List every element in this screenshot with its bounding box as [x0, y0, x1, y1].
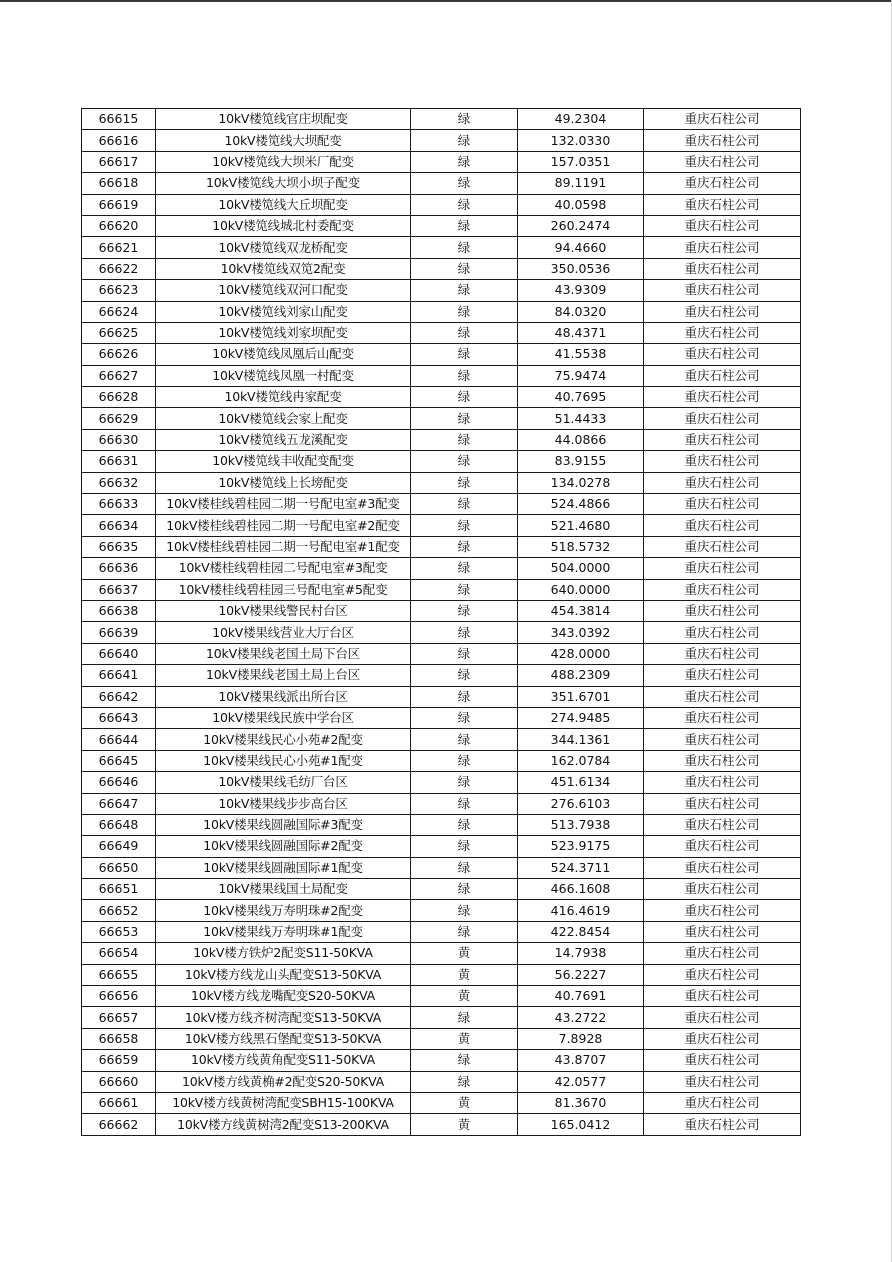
- cell-value: 422.8454: [518, 921, 644, 942]
- cell-transformer-name: 10kV楼果线万寿明珠#2配变: [156, 900, 411, 921]
- cell-id: 66618: [82, 173, 156, 194]
- table-row: [82, 322, 801, 343]
- cell-value: 344.1361: [518, 729, 644, 750]
- cell-transformer-name: 10kV楼笕线凤凰后山配变: [156, 344, 411, 365]
- cell-company: 重庆石柱公司: [644, 707, 801, 728]
- cell-transformer-name: 10kV楼桂线碧桂园三号配电室#5配变: [156, 579, 411, 600]
- cell-id: 66623: [82, 280, 156, 301]
- cell-company: 重庆石柱公司: [644, 643, 801, 664]
- cell-id: 66635: [82, 536, 156, 557]
- cell-company: 重庆石柱公司: [644, 793, 801, 814]
- cell-company: 重庆石柱公司: [644, 258, 801, 279]
- cell-value: 513.7938: [518, 814, 644, 835]
- cell-status: 绿: [411, 130, 518, 151]
- cell-status: 黄: [411, 986, 518, 1007]
- cell-company: 重庆石柱公司: [644, 194, 801, 215]
- cell-id: 66644: [82, 729, 156, 750]
- table-row: [82, 857, 801, 878]
- cell-company: 重庆石柱公司: [644, 215, 801, 236]
- cell-id: 66655: [82, 964, 156, 985]
- cell-value: 524.4866: [518, 494, 644, 515]
- table-row: [82, 1007, 801, 1028]
- cell-status: 绿: [411, 451, 518, 472]
- cell-status: 绿: [411, 579, 518, 600]
- cell-company: 重庆石柱公司: [644, 665, 801, 686]
- cell-id: 66638: [82, 600, 156, 621]
- cell-transformer-name: 10kV楼笕线大坝小坝子配变: [156, 173, 411, 194]
- cell-transformer-name: 10kV楼方线黄树湾配变SBH15-100KVA: [156, 1092, 411, 1113]
- cell-id: 66661: [82, 1092, 156, 1113]
- cell-status: 绿: [411, 194, 518, 215]
- cell-value: 81.3670: [518, 1092, 644, 1113]
- cell-company: 重庆石柱公司: [644, 301, 801, 322]
- cell-status: 绿: [411, 280, 518, 301]
- table-row: [82, 622, 801, 643]
- cell-transformer-name: 10kV楼果线圆融国际#1配变: [156, 857, 411, 878]
- cell-company: 重庆石柱公司: [644, 600, 801, 621]
- cell-transformer-name: 10kV楼果线营业大厅台区: [156, 622, 411, 643]
- cell-status: 绿: [411, 408, 518, 429]
- table-row: [82, 750, 801, 771]
- cell-id: 66616: [82, 130, 156, 151]
- cell-company: 重庆石柱公司: [644, 173, 801, 194]
- transformer-table: [81, 108, 801, 1136]
- cell-company: 重庆石柱公司: [644, 494, 801, 515]
- cell-transformer-name: 10kV楼桂线碧桂园二期一号配电室#3配变: [156, 494, 411, 515]
- cell-transformer-name: 10kV楼果线派出所台区: [156, 686, 411, 707]
- cell-status: 绿: [411, 1071, 518, 1092]
- cell-transformer-name: 10kV楼方线龙山头配变S13-50KVA: [156, 964, 411, 985]
- cell-company: 重庆石柱公司: [644, 536, 801, 557]
- cell-id: 66651: [82, 879, 156, 900]
- cell-transformer-name: 10kV楼桂线碧桂园二号配电室#3配变: [156, 558, 411, 579]
- cell-company: 重庆石柱公司: [644, 344, 801, 365]
- cell-company: 重庆石柱公司: [644, 387, 801, 408]
- cell-transformer-name: 10kV楼笕线五龙溪配变: [156, 429, 411, 450]
- table-row: [82, 451, 801, 472]
- cell-id: 66646: [82, 772, 156, 793]
- cell-company: 重庆石柱公司: [644, 151, 801, 172]
- cell-id: 66633: [82, 494, 156, 515]
- cell-value: 640.0000: [518, 579, 644, 600]
- cell-transformer-name: 10kV楼笕线会家上配变: [156, 408, 411, 429]
- cell-status: 绿: [411, 707, 518, 728]
- cell-status: 绿: [411, 109, 518, 130]
- table-row: [82, 1092, 801, 1113]
- cell-id: 66625: [82, 322, 156, 343]
- cell-id: 66658: [82, 1028, 156, 1049]
- cell-id: 66627: [82, 365, 156, 386]
- table-row: [82, 109, 801, 130]
- cell-id: 66654: [82, 943, 156, 964]
- cell-id: 66636: [82, 558, 156, 579]
- cell-transformer-name: 10kV楼果线民心小苑#1配变: [156, 750, 411, 771]
- cell-status: 绿: [411, 750, 518, 771]
- cell-transformer-name: 10kV楼方铁炉2配变S11-50KVA: [156, 943, 411, 964]
- cell-id: 66648: [82, 814, 156, 835]
- cell-transformer-name: 10kV楼方线黄角配变S11-50KVA: [156, 1050, 411, 1071]
- table-row: [82, 408, 801, 429]
- cell-company: 重庆石柱公司: [644, 879, 801, 900]
- cell-company: 重庆石柱公司: [644, 986, 801, 1007]
- cell-value: 43.9309: [518, 280, 644, 301]
- cell-id: 66624: [82, 301, 156, 322]
- cell-id: 66652: [82, 900, 156, 921]
- cell-value: 7.8928: [518, 1028, 644, 1049]
- cell-value: 416.4619: [518, 900, 644, 921]
- cell-transformer-name: 10kV楼笕线上长塝配变: [156, 472, 411, 493]
- cell-id: 66641: [82, 665, 156, 686]
- table-row: [82, 707, 801, 728]
- table-row: [82, 151, 801, 172]
- cell-value: 488.2309: [518, 665, 644, 686]
- cell-status: 绿: [411, 215, 518, 236]
- cell-status: 绿: [411, 237, 518, 258]
- cell-transformer-name: 10kV楼方线黄桷#2配变S20-50KVA: [156, 1071, 411, 1092]
- cell-value: 343.0392: [518, 622, 644, 643]
- cell-transformer-name: 10kV楼笕线城北村委配变: [156, 215, 411, 236]
- cell-company: 重庆石柱公司: [644, 686, 801, 707]
- table-row: [82, 836, 801, 857]
- cell-status: 黄: [411, 943, 518, 964]
- cell-value: 40.7691: [518, 986, 644, 1007]
- cell-value: 42.0577: [518, 1071, 644, 1092]
- cell-status: 绿: [411, 814, 518, 835]
- cell-transformer-name: 10kV楼笕线大坝配变: [156, 130, 411, 151]
- cell-id: 66647: [82, 793, 156, 814]
- table-row: [82, 494, 801, 515]
- cell-company: 重庆石柱公司: [644, 750, 801, 771]
- cell-id: 66662: [82, 1114, 156, 1135]
- cell-company: 重庆石柱公司: [644, 1028, 801, 1049]
- table-row: [82, 344, 801, 365]
- cell-status: 绿: [411, 365, 518, 386]
- cell-company: 重庆石柱公司: [644, 579, 801, 600]
- cell-id: 66620: [82, 215, 156, 236]
- cell-value: 83.9155: [518, 451, 644, 472]
- cell-transformer-name: 10kV楼笕线冉家配变: [156, 387, 411, 408]
- cell-transformer-name: 10kV楼方线龙嘴配变S20-50KVA: [156, 986, 411, 1007]
- cell-id: 66637: [82, 579, 156, 600]
- cell-status: 绿: [411, 322, 518, 343]
- cell-company: 重庆石柱公司: [644, 857, 801, 878]
- cell-status: 绿: [411, 558, 518, 579]
- cell-value: 523.9175: [518, 836, 644, 857]
- cell-value: 428.0000: [518, 643, 644, 664]
- cell-value: 84.0320: [518, 301, 644, 322]
- cell-company: 重庆石柱公司: [644, 1050, 801, 1071]
- cell-id: 66645: [82, 750, 156, 771]
- cell-value: 451.6134: [518, 772, 644, 793]
- cell-value: 454.3814: [518, 600, 644, 621]
- cell-status: 黄: [411, 964, 518, 985]
- cell-value: 56.2227: [518, 964, 644, 985]
- cell-value: 43.8707: [518, 1050, 644, 1071]
- cell-id: 66629: [82, 408, 156, 429]
- cell-transformer-name: 10kV楼果线毛纺厂台区: [156, 772, 411, 793]
- cell-status: 绿: [411, 301, 518, 322]
- cell-id: 66650: [82, 857, 156, 878]
- table-row: [82, 729, 801, 750]
- cell-transformer-name: 10kV楼果线国土局配变: [156, 879, 411, 900]
- cell-value: 165.0412: [518, 1114, 644, 1135]
- table-row: [82, 173, 801, 194]
- cell-id: 66659: [82, 1050, 156, 1071]
- cell-id: 66657: [82, 1007, 156, 1028]
- table-body: [82, 109, 801, 1136]
- table-row: [82, 387, 801, 408]
- cell-value: 89.1191: [518, 173, 644, 194]
- cell-company: 重庆石柱公司: [644, 729, 801, 750]
- cell-id: 66631: [82, 451, 156, 472]
- cell-transformer-name: 10kV楼果线民心小苑#2配变: [156, 729, 411, 750]
- cell-status: 绿: [411, 387, 518, 408]
- table-row: [82, 258, 801, 279]
- cell-company: 重庆石柱公司: [644, 515, 801, 536]
- cell-company: 重庆石柱公司: [644, 322, 801, 343]
- cell-value: 276.6103: [518, 793, 644, 814]
- cell-id: 66621: [82, 237, 156, 258]
- cell-company: 重庆石柱公司: [644, 1007, 801, 1028]
- cell-company: 重庆石柱公司: [644, 237, 801, 258]
- cell-value: 521.4680: [518, 515, 644, 536]
- cell-transformer-name: 10kV楼果线圆融国际#2配变: [156, 836, 411, 857]
- cell-company: 重庆石柱公司: [644, 622, 801, 643]
- cell-id: 66628: [82, 387, 156, 408]
- cell-company: 重庆石柱公司: [644, 921, 801, 942]
- table-row: [82, 280, 801, 301]
- table-row: [82, 900, 801, 921]
- cell-id: 66634: [82, 515, 156, 536]
- cell-value: 518.5732: [518, 536, 644, 557]
- cell-status: 绿: [411, 151, 518, 172]
- table-row: [82, 1050, 801, 1071]
- cell-status: 绿: [411, 772, 518, 793]
- table-row: [82, 429, 801, 450]
- page-top-rule: [0, 0, 892, 2]
- cell-status: 绿: [411, 836, 518, 857]
- cell-value: 524.3711: [518, 857, 644, 878]
- cell-id: 66632: [82, 472, 156, 493]
- cell-company: 重庆石柱公司: [644, 1092, 801, 1113]
- cell-id: 66630: [82, 429, 156, 450]
- cell-transformer-name: 10kV楼桂线碧桂园二期一号配电室#1配变: [156, 536, 411, 557]
- cell-transformer-name: 10kV楼笕线双笕2配变: [156, 258, 411, 279]
- cell-status: 绿: [411, 536, 518, 557]
- cell-company: 重庆石柱公司: [644, 1071, 801, 1092]
- cell-transformer-name: 10kV楼果线警民村台区: [156, 600, 411, 621]
- table-row: [82, 879, 801, 900]
- cell-transformer-name: 10kV楼笕线大丘坝配变: [156, 194, 411, 215]
- cell-status: 绿: [411, 900, 518, 921]
- cell-transformer-name: 10kV楼笕线大坝米厂配变: [156, 151, 411, 172]
- cell-value: 134.0278: [518, 472, 644, 493]
- cell-transformer-name: 10kV楼笕线刘家山配变: [156, 301, 411, 322]
- table-row: [82, 943, 801, 964]
- table-row: [82, 686, 801, 707]
- cell-value: 274.9485: [518, 707, 644, 728]
- cell-company: 重庆石柱公司: [644, 836, 801, 857]
- cell-value: 75.9474: [518, 365, 644, 386]
- cell-status: 绿: [411, 921, 518, 942]
- cell-transformer-name: 10kV楼果线圆融国际#3配变: [156, 814, 411, 835]
- cell-id: 66653: [82, 921, 156, 942]
- cell-transformer-name: 10kV楼果线步步高台区: [156, 793, 411, 814]
- cell-value: 350.0536: [518, 258, 644, 279]
- cell-status: 绿: [411, 472, 518, 493]
- cell-company: 重庆石柱公司: [644, 900, 801, 921]
- table-row: [82, 814, 801, 835]
- cell-id: 66622: [82, 258, 156, 279]
- table-row: [82, 130, 801, 151]
- cell-transformer-name: 10kV楼笕线凤凰一村配变: [156, 365, 411, 386]
- cell-value: 504.0000: [518, 558, 644, 579]
- table-row: [82, 772, 801, 793]
- table-row: [82, 793, 801, 814]
- cell-value: 40.0598: [518, 194, 644, 215]
- cell-value: 466.1608: [518, 879, 644, 900]
- table-row: [82, 194, 801, 215]
- cell-transformer-name: 10kV楼方线黄树湾2配变S13-200KVA: [156, 1114, 411, 1135]
- cell-company: 重庆石柱公司: [644, 451, 801, 472]
- cell-company: 重庆石柱公司: [644, 964, 801, 985]
- cell-value: 94.4660: [518, 237, 644, 258]
- cell-id: 66642: [82, 686, 156, 707]
- cell-value: 157.0351: [518, 151, 644, 172]
- cell-company: 重庆石柱公司: [644, 1114, 801, 1135]
- table-row: [82, 643, 801, 664]
- cell-status: 绿: [411, 857, 518, 878]
- cell-status: 绿: [411, 494, 518, 515]
- cell-transformer-name: 10kV楼果线老国土局上台区: [156, 665, 411, 686]
- table-row: [82, 921, 801, 942]
- cell-value: 44.0866: [518, 429, 644, 450]
- cell-company: 重庆石柱公司: [644, 408, 801, 429]
- cell-id: 66660: [82, 1071, 156, 1092]
- cell-id: 66615: [82, 109, 156, 130]
- cell-transformer-name: 10kV楼笕线双河口配变: [156, 280, 411, 301]
- cell-transformer-name: 10kV楼果线民族中学台区: [156, 707, 411, 728]
- cell-status: 绿: [411, 879, 518, 900]
- cell-status: 黄: [411, 1028, 518, 1049]
- cell-company: 重庆石柱公司: [644, 280, 801, 301]
- cell-company: 重庆石柱公司: [644, 429, 801, 450]
- cell-status: 绿: [411, 686, 518, 707]
- cell-id: 66649: [82, 836, 156, 857]
- cell-company: 重庆石柱公司: [644, 365, 801, 386]
- cell-company: 重庆石柱公司: [644, 472, 801, 493]
- cell-status: 黄: [411, 1114, 518, 1135]
- cell-transformer-name: 10kV楼方线黑石堡配变S13-50KVA: [156, 1028, 411, 1049]
- cell-company: 重庆石柱公司: [644, 558, 801, 579]
- cell-id: 66626: [82, 344, 156, 365]
- table-row: [82, 579, 801, 600]
- table-row: [82, 665, 801, 686]
- cell-transformer-name: 10kV楼笕线双龙桥配变: [156, 237, 411, 258]
- cell-status: 绿: [411, 429, 518, 450]
- cell-value: 162.0784: [518, 750, 644, 771]
- table-row: [82, 215, 801, 236]
- cell-company: 重庆石柱公司: [644, 772, 801, 793]
- cell-value: 351.6701: [518, 686, 644, 707]
- cell-status: 绿: [411, 173, 518, 194]
- table-row: [82, 1028, 801, 1049]
- cell-status: 绿: [411, 515, 518, 536]
- cell-company: 重庆石柱公司: [644, 109, 801, 130]
- cell-value: 49.2304: [518, 109, 644, 130]
- table-row: [82, 986, 801, 1007]
- table-row: [82, 558, 801, 579]
- cell-status: 绿: [411, 1007, 518, 1028]
- table-row: [82, 1071, 801, 1092]
- table-row: [82, 237, 801, 258]
- cell-id: 66640: [82, 643, 156, 664]
- cell-value: 40.7695: [518, 387, 644, 408]
- table-row: [82, 515, 801, 536]
- cell-status: 绿: [411, 622, 518, 643]
- cell-status: 绿: [411, 793, 518, 814]
- cell-status: 绿: [411, 344, 518, 365]
- table-row: [82, 600, 801, 621]
- cell-transformer-name: 10kV楼笕线官庄坝配变: [156, 109, 411, 130]
- cell-status: 绿: [411, 258, 518, 279]
- table-row: [82, 365, 801, 386]
- cell-transformer-name: 10kV楼果线万寿明珠#1配变: [156, 921, 411, 942]
- cell-status: 绿: [411, 643, 518, 664]
- cell-id: 66643: [82, 707, 156, 728]
- cell-status: 绿: [411, 1050, 518, 1071]
- table-row: [82, 301, 801, 322]
- table-row: [82, 472, 801, 493]
- table-row: [82, 964, 801, 985]
- cell-id: 66619: [82, 194, 156, 215]
- cell-company: 重庆石柱公司: [644, 814, 801, 835]
- cell-status: 黄: [411, 1092, 518, 1113]
- cell-value: 43.2722: [518, 1007, 644, 1028]
- cell-value: 51.4433: [518, 408, 644, 429]
- cell-value: 132.0330: [518, 130, 644, 151]
- cell-value: 260.2474: [518, 215, 644, 236]
- cell-value: 41.5538: [518, 344, 644, 365]
- cell-transformer-name: 10kV楼果线老国土局下台区: [156, 643, 411, 664]
- table-row: [82, 536, 801, 557]
- cell-status: 绿: [411, 729, 518, 750]
- cell-value: 48.4371: [518, 322, 644, 343]
- cell-transformer-name: 10kV楼方线齐树湾配变S13-50KVA: [156, 1007, 411, 1028]
- cell-id: 66639: [82, 622, 156, 643]
- cell-transformer-name: 10kV楼笕线丰收配变配变: [156, 451, 411, 472]
- cell-company: 重庆石柱公司: [644, 943, 801, 964]
- cell-status: 绿: [411, 600, 518, 621]
- cell-id: 66617: [82, 151, 156, 172]
- cell-id: 66656: [82, 986, 156, 1007]
- cell-transformer-name: 10kV楼笕线刘家坝配变: [156, 322, 411, 343]
- table-row: [82, 1114, 801, 1135]
- cell-value: 14.7938: [518, 943, 644, 964]
- cell-company: 重庆石柱公司: [644, 130, 801, 151]
- cell-status: 绿: [411, 665, 518, 686]
- cell-transformer-name: 10kV楼桂线碧桂园二期一号配电室#2配变: [156, 515, 411, 536]
